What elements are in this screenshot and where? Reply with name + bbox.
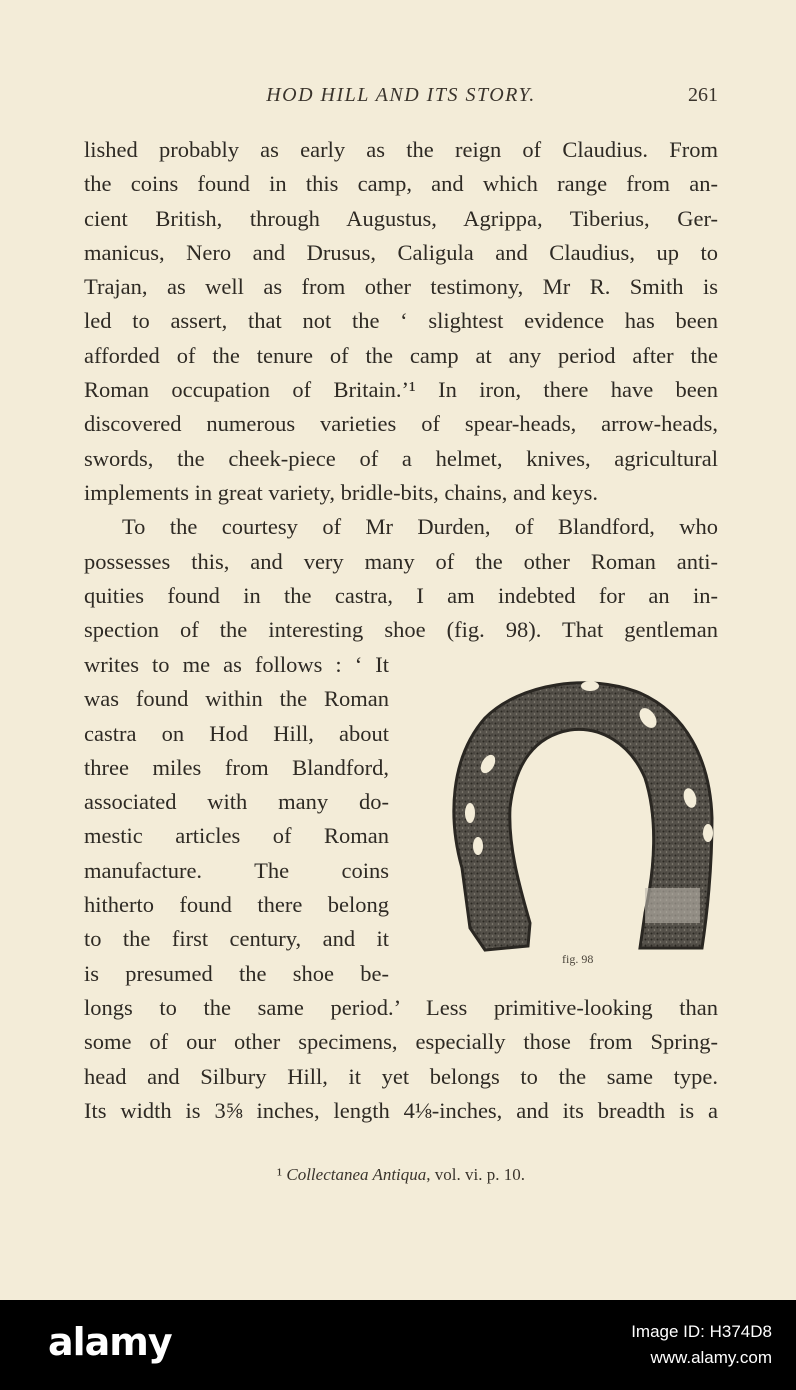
text-line: was found within the Roman	[84, 686, 389, 712]
text-line: cient British, through Augustus, Agrippa, Tiberius, Ger-	[84, 205, 718, 231]
footnote	[84, 1165, 718, 1185]
text-line: possesses this, and very many of the other Roman anti-	[84, 548, 718, 574]
horseshoe-figure	[440, 668, 725, 978]
text-line: Roman occupation of Britain.’¹ In iron, there have been	[84, 377, 718, 403]
running-title: HOD HILL AND ITS STORY.	[266, 84, 536, 106]
footnote-marker: ¹	[277, 1165, 283, 1184]
text-line: Its width is 3⅝ inches, length 4⅛-inches, and its breadth is a	[84, 1097, 718, 1123]
text-line: Trajan, as well as from other testimony, Mr R. Smith is	[84, 274, 718, 300]
text-line: hitherto found there belong	[84, 892, 389, 918]
text-line: led to assert, that not the ‘ slightest evidence has been	[84, 308, 718, 334]
body-text-top	[84, 133, 718, 647]
text-line: to the first century, and it	[84, 926, 389, 952]
text-line: some of our other specimens, especially those from Spring-	[84, 1029, 718, 1055]
footnote-title: Collectanea Antiqua	[286, 1165, 427, 1184]
text-line: head and Silbury Hill, it yet belongs to the same type.	[84, 1063, 718, 1089]
site-url: www.alamy.com	[650, 1348, 772, 1367]
alamy-logo: alamy	[48, 1320, 172, 1364]
text-line: three miles from Blandford,	[84, 754, 389, 780]
footnote-reference: , vol. vi. p. 10.	[426, 1165, 525, 1184]
text-line: To the courtesy of Mr Durden, of Blandford, who	[122, 514, 718, 540]
text-line: is presumed the shoe be-	[84, 960, 389, 986]
text-line: mestic articles of Roman	[84, 823, 389, 849]
text-line: writes to me as follows : ‘ It	[84, 652, 389, 677]
text-line: manicus, Nero and Drusus, Caligula and Claudius, up to	[84, 239, 718, 265]
text-line: castra on Hod Hill, about	[84, 720, 389, 746]
text-line: the coins found in this camp, and which range from an-	[84, 171, 718, 197]
text-line: discovered numerous varieties of spear-heads, arrow-heads,	[84, 411, 718, 437]
text-line: quities found in the castra, I am indebted for an in-	[84, 582, 718, 608]
body-text-bottom	[84, 991, 718, 1128]
text-line: associated with many do-	[84, 789, 389, 815]
page-number: 261	[688, 84, 718, 106]
horseshoe-illustration-icon	[440, 668, 725, 978]
text-line: afforded of the tenure of the camp at any period after the	[84, 342, 718, 368]
text-line: swords, the cheek-piece of a helmet, knives, agricultural	[84, 445, 718, 471]
page-header	[84, 84, 718, 112]
body-text-beside-figure	[84, 648, 389, 991]
figure-caption: fig. 98	[562, 952, 594, 966]
text-line: spection of the interesting shoe (fig. 98). That gentleman	[84, 617, 718, 643]
stock-footer-bar	[0, 1300, 796, 1390]
text-line: manufacture. The coins	[84, 857, 389, 883]
image-id-label: Image ID: H374D8	[631, 1322, 772, 1341]
text-line: lished probably as early as the reign of Claudius. From	[84, 137, 718, 162]
text-line: implements in great variety, bridle-bits, chains, and keys.	[84, 479, 599, 505]
text-line: longs to the same period.’ Less primitive-looking than	[84, 995, 718, 1020]
